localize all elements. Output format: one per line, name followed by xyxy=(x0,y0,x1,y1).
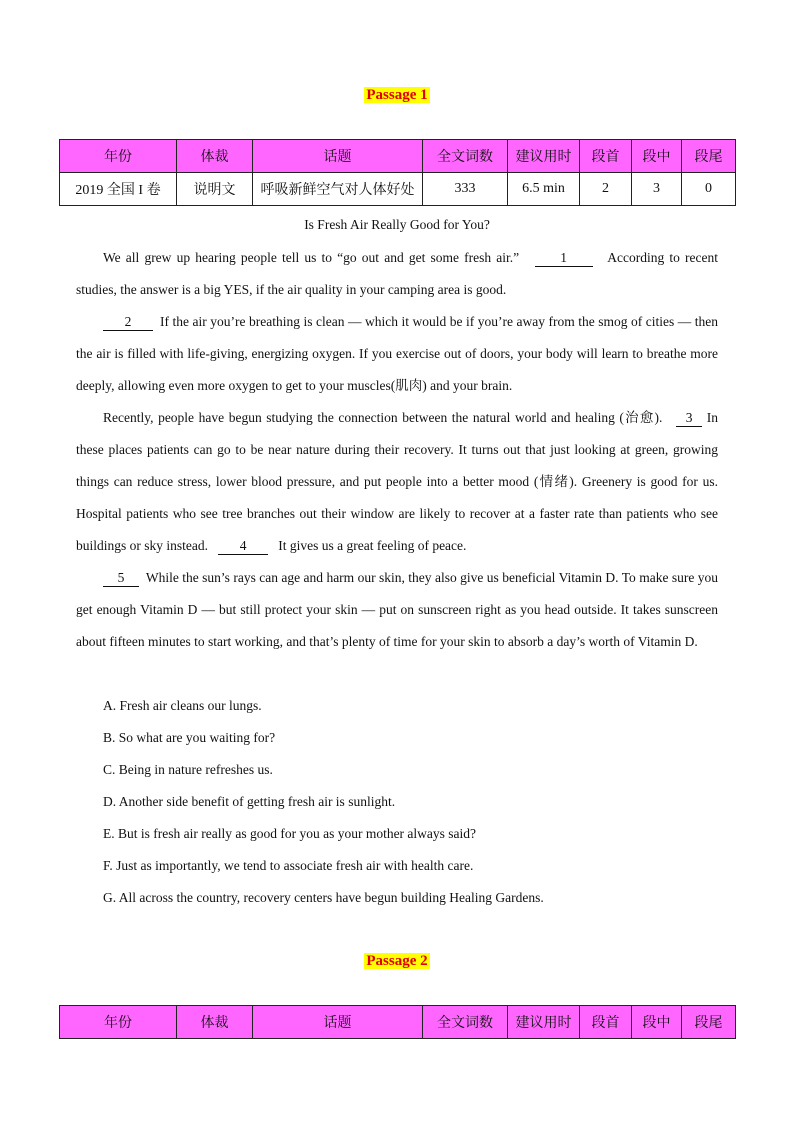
cell-word-count: 333 xyxy=(423,173,508,206)
option-a: A. Fresh air cleans our lungs. xyxy=(103,698,262,713)
header-para-middle: 段中 xyxy=(632,1006,682,1039)
passage-1-title: Passage 1 xyxy=(366,87,428,103)
blank-4[interactable]: 4 xyxy=(218,538,268,555)
option-c: C. Being in nature refreshes us. xyxy=(103,762,273,777)
paragraph-1 xyxy=(76,242,718,306)
passage-2-title: Passage 2 xyxy=(366,953,428,969)
blank-5[interactable]: 5 xyxy=(103,570,139,587)
table-row xyxy=(60,173,736,206)
paragraph-2 xyxy=(76,306,718,402)
header-genre: 体裁 xyxy=(177,140,253,173)
option-g: G. All across the country, recovery centers have begun building Healing Gardens. xyxy=(103,890,544,905)
header-year: 年份 xyxy=(60,1006,177,1039)
cell-para-start: 2 xyxy=(580,173,632,206)
cell-suggested-time: 6.5 min xyxy=(508,173,580,206)
passage-2-info-table xyxy=(59,1005,736,1039)
paragraph-3 xyxy=(76,402,718,562)
header-word-count: 全文词数 xyxy=(423,140,508,173)
cell-genre: 说明文 xyxy=(177,173,253,206)
passage-1-info-table xyxy=(59,139,736,206)
header-topic: 话题 xyxy=(253,1006,423,1039)
cell-para-end: 0 xyxy=(682,173,736,206)
paragraph-4 xyxy=(76,562,718,658)
table-header-row xyxy=(60,1006,736,1039)
blank-1[interactable]: 1 xyxy=(535,250,593,267)
article-title: Is Fresh Air Really Good for You? xyxy=(304,217,490,232)
header-para-end: 段尾 xyxy=(682,140,736,173)
paragraph-2-text: If the air you’re breathing is clean — which it would be if you’re away from the smog of cities — then the air is filled with life-giving, energizing oxygen. If you exercise out of doors, your body will learn to breathe more deeply, allowing even more oxygen to get to your muscles(肌肉) and your brain. xyxy=(76,314,718,393)
passage-2-heading xyxy=(0,952,794,970)
paragraph-3-text-a: Recently, people have begun studying the connection between the natural world and healing (治愈). xyxy=(103,410,663,425)
header-suggested-time: 建议用时 xyxy=(508,1006,580,1039)
table-header-row xyxy=(60,140,736,173)
header-year: 年份 xyxy=(60,140,177,173)
paragraph-1-text-a: We all grew up hearing people tell us to “go out and get some fresh air.” xyxy=(103,250,520,265)
header-suggested-time: 建议用时 xyxy=(508,140,580,173)
header-topic: 话题 xyxy=(253,140,423,173)
cell-year: 2019 全国 I 卷 xyxy=(60,173,177,206)
option-b: B. So what are you waiting for? xyxy=(103,730,276,745)
option-d: D. Another side benefit of getting fresh air is sunlight. xyxy=(103,794,396,809)
paragraph-3-text-b: In these places patients can go to be near nature during their recovery. It turns out that just looking at green, growing things can reduce stress, lower blood pressure, and put people into a better mood (情绪). Greenery is good for us. Hospital patients who see tree branches out their window are likely to recover at a faster rate than patients who see buildings or sky instead. xyxy=(76,410,718,553)
header-para-middle: 段中 xyxy=(632,140,682,173)
blank-2[interactable]: 2 xyxy=(103,314,153,331)
paragraph-3-text-c: It gives us a great feeling of peace. xyxy=(278,538,467,553)
passage-1-heading xyxy=(0,86,794,104)
paragraph-4-text: While the sun’s rays can age and harm our skin, they also give us beneficial Vitamin D. To make sure you get enough Vitamin D — but still protect your skin — put on sunscreen right as you head outside. It takes sunscreen about fifteen minutes to start working, and that’s plenty of time for your skin to absorb a day’s worth of Vitamin D. xyxy=(76,570,719,649)
cell-topic: 呼吸新鲜空气对人体好处 xyxy=(253,173,423,206)
header-para-start: 段首 xyxy=(580,140,632,173)
header-word-count: 全文词数 xyxy=(423,1006,508,1039)
blank-3[interactable]: 3 xyxy=(676,410,702,427)
option-e: E. But is fresh air really as good for you as your mother always said? xyxy=(103,826,477,841)
header-genre: 体裁 xyxy=(177,1006,253,1039)
header-para-start: 段首 xyxy=(580,1006,632,1039)
option-f: F. Just as importantly, we tend to associate fresh air with health care. xyxy=(103,858,474,873)
paragraph-1-text-b: According to recent studies, the answer is a big YES, if the air quality in your camping area is good. xyxy=(76,250,719,297)
cell-para-middle: 3 xyxy=(632,173,682,206)
header-para-end: 段尾 xyxy=(682,1006,736,1039)
